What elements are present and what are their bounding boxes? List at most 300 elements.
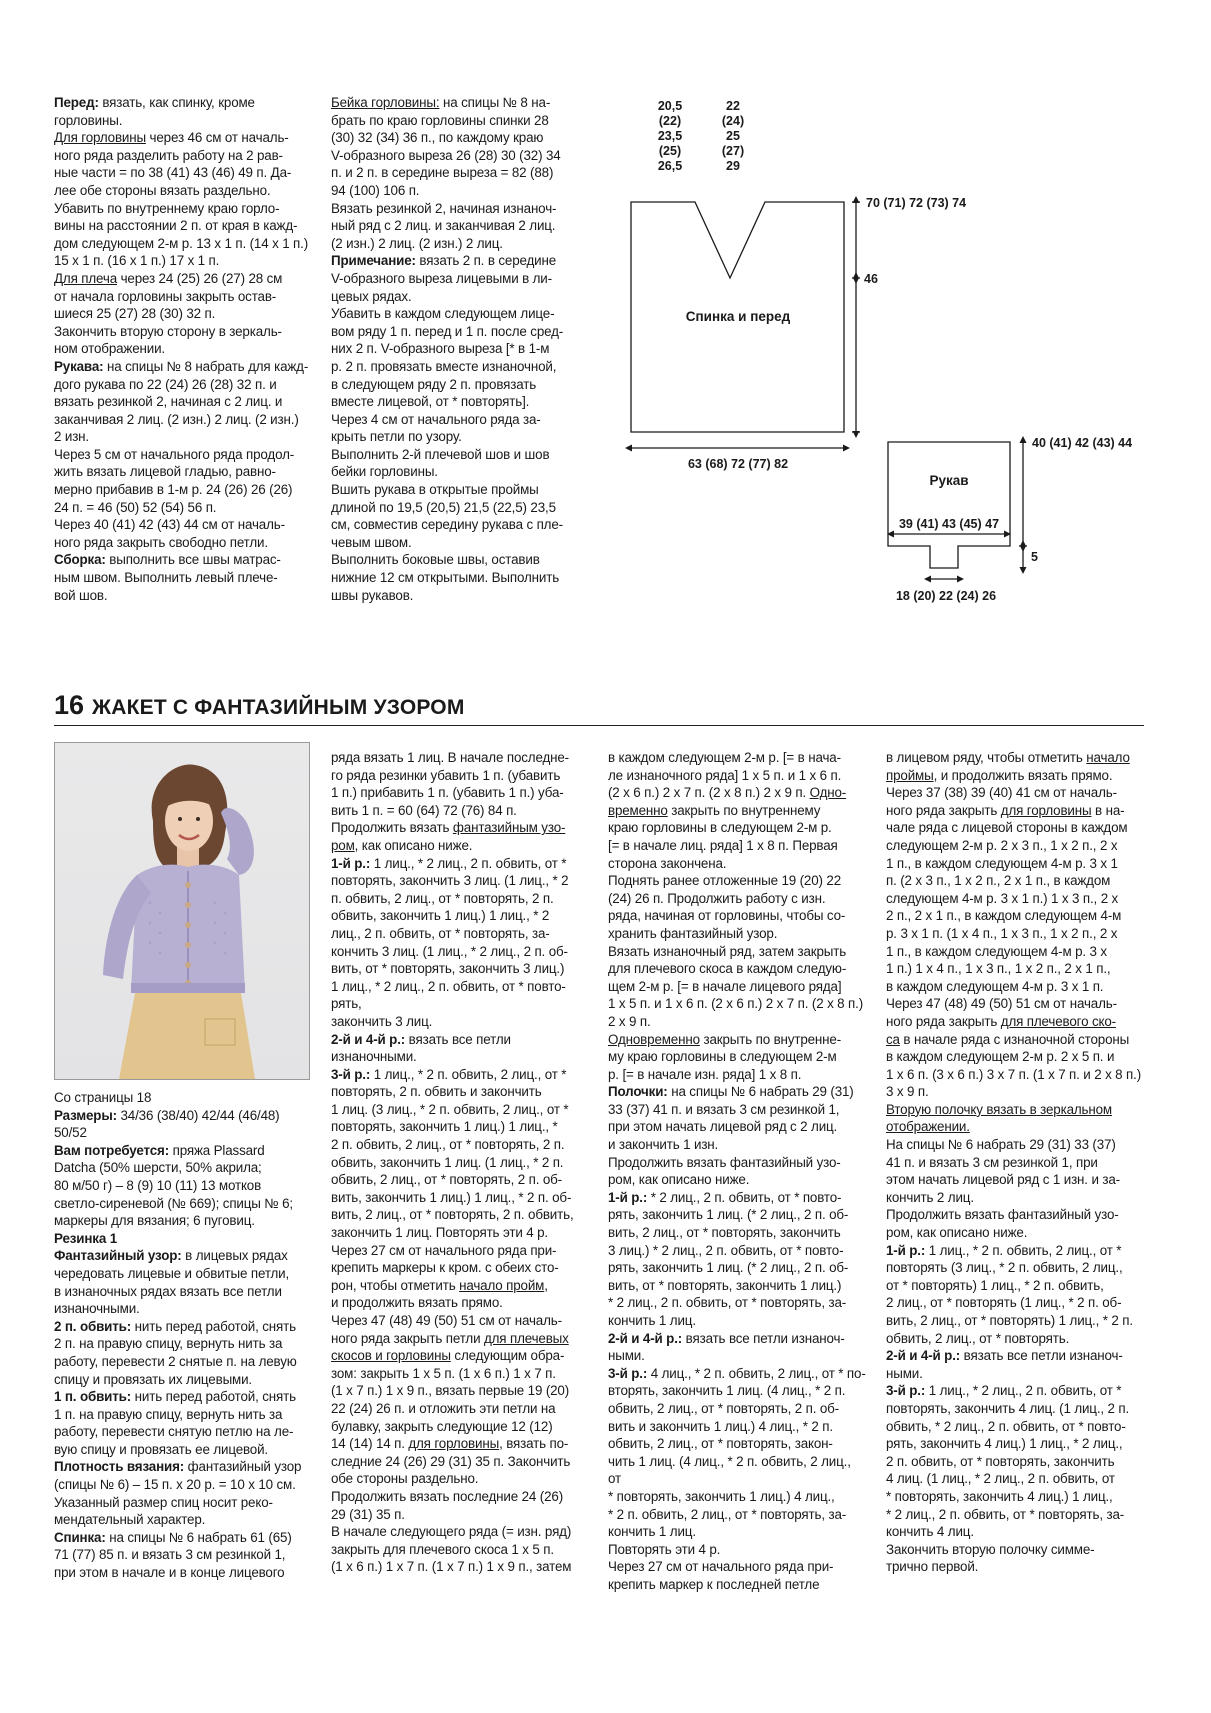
text-run: вом ряду 1 п. перед и 1 п. после сред-: [331, 323, 564, 339]
text-run: Одновременно: [608, 1031, 700, 1047]
text-run: 22 (24) 26 п. и отложить эти петли на: [331, 1400, 556, 1416]
text-line: [54, 393, 312, 411]
text-run: Продолжить вязать фантазийный узо-: [886, 1207, 1119, 1223]
text-line: [608, 907, 866, 925]
text-line: [886, 1347, 1142, 1365]
text-column-back: [331, 749, 587, 1576]
text-line: [331, 147, 588, 165]
text-run: вторять, закончить 1 лиц. (4 лиц., * 2 п.: [608, 1383, 846, 1399]
body-width-label: 63 (68) 72 (77) 82: [687, 457, 789, 471]
text-run: 33 (37) 41 п. и вязать 3 см резинкой 1,: [608, 1101, 840, 1117]
text-line: [331, 1558, 587, 1576]
text-run: цевых рядах.: [331, 288, 412, 304]
text-run: п. и 2 п. в середине выреза = 82 (88): [331, 165, 554, 181]
text-line: [331, 428, 588, 446]
text-run: ного ряда закрыть: [886, 802, 1001, 818]
text-line: [886, 1418, 1142, 1436]
text-run: закрыть по внутренне-: [699, 1031, 842, 1047]
text-line: [331, 534, 588, 552]
text-run: повторять, закончить 1 лиц.) 1 лиц., *: [331, 1119, 558, 1135]
text-run: Поднять ранее отложенные 19 (20) 22: [608, 873, 842, 889]
text-line: [886, 1488, 1142, 1506]
text-run: * повторять, закончить 4 лиц.) 1 лиц.,: [886, 1488, 1113, 1504]
text-run: ром: [331, 837, 355, 853]
text-run: 1 х 6 п. (3 х 6 п.) 3 х 7 п. (1 х 7 п. и 2 х 8 п.): [886, 1066, 1142, 1082]
text-run: крепить маркеры к кром. с обеих сто-: [331, 1260, 559, 1276]
text-run: ного ряда разделить работу на 2 рав-: [54, 147, 283, 163]
neck-right-1: (24): [721, 114, 745, 128]
text-line: [54, 112, 312, 130]
text-run: жить вязать лицевой гладью, равно-: [54, 464, 276, 480]
text-run: 2 п., 2 х 1 п., в каждом следующем 4-м: [886, 908, 1122, 924]
text-line: [608, 1400, 866, 1418]
text-run: чевым швом.: [331, 534, 412, 550]
text-run: * повторять, закончить 1 лиц.) 4 лиц.,: [608, 1488, 835, 1504]
text-run: через 24 (25) 26 (27) 28 см: [117, 270, 283, 286]
text-run: проймы: [886, 767, 934, 783]
text-run: горловины.: [54, 112, 123, 128]
text-line: [54, 481, 312, 499]
text-line: [331, 1365, 587, 1383]
text-line: [331, 323, 588, 341]
text-line: [54, 1546, 310, 1564]
text-line: [608, 1330, 866, 1348]
sleeve-width-label: 39 (41) 43 (45) 47: [898, 517, 1000, 531]
text-line: [331, 1488, 587, 1506]
neck-depth-label: 46: [864, 272, 878, 286]
text-run: * 2 лиц., 2 п. обвить, от * повторять, за-: [608, 1295, 847, 1311]
text-run: спицу и провязать их лицевыми.: [54, 1371, 252, 1387]
text-run: бейки горловины.: [331, 464, 438, 480]
text-run: ном отображении.: [54, 341, 165, 357]
text-line: [608, 925, 866, 943]
text-line: [331, 925, 587, 943]
text-line: [331, 587, 588, 605]
text-run: нить перед работой, снять: [131, 1389, 296, 1405]
text-line: [331, 270, 588, 288]
text-run: лее обе стороны вязать раздельно.: [54, 182, 271, 198]
text-run: 4 лиц. (1 лиц., * 2 лиц., 2 п. обвить, от: [886, 1471, 1115, 1487]
text-run: в начале ряда с изнаночной стороны: [899, 1031, 1130, 1047]
text-line: [331, 837, 587, 855]
text-run: 1 лиц., * 2 лиц., 2 п. обвить, от *: [925, 1383, 1122, 1399]
text-run: брать по краю горловины спинки 28: [331, 112, 549, 128]
text-line: [331, 569, 588, 587]
text-run: от * повторять) 1 лиц., * 2 п. обвить,: [886, 1277, 1104, 1293]
text-line: [54, 1142, 310, 1160]
text-run: дого рукава по 22 (24) 26 (28) 32 п. и: [54, 376, 277, 392]
text-run: в лицевых рядах: [181, 1248, 288, 1264]
text-line: [608, 1083, 866, 1101]
text-run: щем 2-м р. [= в начале лицевого ряда]: [608, 978, 842, 994]
text-run: изнаночными.: [54, 1301, 140, 1317]
text-run: 41 п. и вязать 3 см резинкой 1, при: [886, 1154, 1098, 1170]
text-run: обе стороны раздельно.: [331, 1471, 479, 1487]
text-run: от начала горловины закрыть остав-: [54, 288, 277, 304]
text-run: (спицы № 6) – 15 п. х 20 р. = 10 х 10 см.: [54, 1477, 296, 1493]
neck-left-3: (25): [658, 144, 682, 158]
text-line: [331, 1294, 587, 1312]
text-line: [331, 819, 587, 837]
text-run: Одно-: [809, 785, 847, 801]
text-run: работу, перевести 2 снятые п. на левую: [54, 1353, 297, 1369]
height-total-label: 70 (71) 72 (73) 74: [866, 196, 967, 210]
text-run: в каждом следующем 4-м р. 3 х 1 п.: [886, 978, 1104, 994]
text-line: [608, 784, 866, 802]
text-line: [608, 1013, 866, 1031]
text-run: 2 п. обвить, от * повторять, закончить: [886, 1453, 1115, 1469]
text-line: [331, 252, 588, 270]
text-run: (1 х 7 п.) 1 х 9 п., вязать первые 19 (20): [331, 1383, 570, 1399]
sleeve-outline: [888, 442, 1010, 568]
text-run: Закончить вторую сторону в зеркаль-: [54, 323, 282, 339]
text-run: ряда вязать 1 лиц. В начале последне-: [331, 750, 569, 765]
text-run: п. (2 х 3 п., 1 х 2 п., 2 х 1 п., в каждом: [886, 873, 1111, 889]
text-column-front-sleeves: [54, 94, 312, 604]
text-line: [886, 1154, 1142, 1172]
text-line: [331, 1400, 587, 1418]
text-run: вязать все петли: [405, 1031, 511, 1047]
cuff-height-label: 5: [1031, 550, 1038, 564]
text-line: [886, 819, 1142, 837]
text-run: ным швом. Выполнить левый плече-: [54, 570, 278, 586]
text-line: [608, 1154, 866, 1172]
text-line: [54, 1177, 310, 1195]
text-run: (2 х 6 п.) 2 х 7 п. (2 х 8 п.) 2 х 9 п.: [608, 785, 810, 801]
text-run: Примечание:: [331, 253, 416, 269]
text-run: 1-й р.:: [886, 1242, 926, 1258]
text-line: [331, 1224, 587, 1242]
text-run: 71 (77) 85 п. и вязать 3 см резинкой 1,: [54, 1547, 286, 1563]
text-run: вязать 2 п. в середине: [415, 253, 557, 269]
text-run: начало: [1086, 750, 1130, 765]
text-line: [886, 907, 1142, 925]
text-column-second-front: [886, 749, 1142, 1576]
text-line: [331, 855, 587, 873]
text-line: [54, 1159, 310, 1177]
text-line: [54, 1511, 310, 1529]
text-line: [608, 1101, 866, 1119]
text-run: ный ряд с 2 лиц. и заканчивая 2 лиц.: [331, 218, 556, 234]
text-run: Выполнить 2-й плечевой шов и шов: [331, 446, 550, 462]
text-run: Вязать изнаночный ряд, затем закрыть: [608, 943, 847, 959]
text-line: [608, 1523, 866, 1541]
text-run: , как описано ниже.: [354, 837, 473, 853]
text-run: кончить 3 лиц. (1 лиц., * 2 лиц., 2 п. об-: [331, 943, 568, 959]
text-line: [54, 1300, 310, 1318]
text-run: краю горловины в следующем 2-м р.: [608, 820, 832, 836]
text-line: [608, 1453, 866, 1488]
text-run: обвить, 2 лиц., от * повторять, закон-: [608, 1436, 833, 1452]
text-line: [331, 340, 588, 358]
text-run: 2-й и 4-й р.:: [886, 1348, 961, 1364]
text-run: на спицы № 6 набрать 61 (65): [105, 1529, 292, 1545]
text-run: повторять, 2 п. обвить и закончить: [331, 1084, 542, 1100]
text-run: Плотность вязания:: [54, 1459, 185, 1475]
text-run: мерно прибавив в 1-м р. 24 (26) 26 (26): [54, 482, 293, 498]
text-line: [331, 551, 588, 569]
text-line: [331, 1189, 587, 1207]
text-run: Через 5 см от начального ряда продол-: [54, 446, 295, 462]
text-run: 2 п. на правую спицу, вернуть нить за: [54, 1336, 283, 1352]
text-line: [886, 1259, 1142, 1277]
text-run: швы рукавов.: [331, 587, 414, 603]
text-line: [886, 978, 1142, 996]
text-line: [608, 837, 866, 855]
text-line: [608, 1576, 866, 1594]
section-title: ЖАКЕТ С ФАНТАЗИЙНЫМ УЗОРОМ: [92, 696, 465, 719]
text-run: (2 изн.) 2 лиц. (2 изн.) 2 лиц.: [331, 235, 503, 251]
text-line: [331, 1101, 587, 1119]
text-line: [886, 1330, 1142, 1348]
text-run: на спицы № 8 набрать для кажд-: [103, 358, 309, 374]
text-line: [886, 1242, 1142, 1260]
text-run: Бейка горловины:: [331, 95, 440, 110]
text-run: вить, закончить 1 лиц.) 1 лиц., * 2 п. об-: [331, 1189, 572, 1205]
text-line: [54, 270, 312, 288]
text-line: [331, 446, 588, 464]
neck-left-labels: [658, 99, 682, 173]
text-line: [331, 499, 588, 517]
text-line: [331, 1031, 587, 1049]
text-line: [54, 1124, 310, 1142]
text-line: [331, 1136, 587, 1154]
text-run: р. 3 х 1 п. (1 х 4 п., 1 х 3 п., 1 х 2 п., 2 х: [886, 925, 1118, 941]
text-run: в следующем ряду 2 п. провязать: [331, 376, 537, 392]
text-run: , и продолжить вязать прямо.: [933, 767, 1113, 783]
text-line: [54, 446, 312, 464]
text-run: закрыть по внутреннему: [667, 802, 821, 818]
text-line: [331, 890, 587, 908]
text-line: [608, 1066, 866, 1084]
text-run: 3-й р.:: [886, 1383, 926, 1399]
text-run: в каждом следующем 2-м р. 2 х 5 п. и: [886, 1049, 1115, 1065]
text-line: [608, 1259, 866, 1277]
text-run: р. 2 п. провязать вместе изнаночной,: [331, 358, 557, 374]
text-run: 2-й и 4-й р.:: [608, 1330, 683, 1346]
text-run: Через 40 (41) 42 (43) 44 см от началь-: [54, 517, 285, 533]
text-line: [331, 200, 588, 218]
text-line: [608, 978, 866, 996]
text-run: го ряда резинки убавить 1 п. (убавить: [331, 767, 561, 783]
text-run: закончить 3 лиц.: [331, 1013, 433, 1029]
text-run: 1-й р.:: [608, 1189, 648, 1205]
text-line: [331, 358, 588, 376]
text-run: 1 лиц., * 2 лиц., 2 п. обвить, от *: [370, 855, 567, 871]
text-run: этом начать лицевой ряд с 1 изн. и за-: [886, 1172, 1120, 1188]
text-run: вить, 2 лиц., от * повторять, 2 п. обвить,: [331, 1207, 574, 1223]
text-run: му краю горловины в следующем 2-м: [608, 1049, 837, 1065]
text-run: 1 п.) 1 х 4 п., 1 х 3 п., 1 х 2 п., 2 х 1 п.,: [886, 961, 1111, 977]
text-line: [54, 1089, 310, 1107]
text-run: 3-й р.:: [608, 1365, 648, 1381]
text-run: Вторую полочку вязать в зеркальном: [886, 1101, 1112, 1117]
text-line: [331, 943, 587, 961]
text-run: вить, от * повторять, закончить 3 лиц.): [331, 961, 565, 977]
text-line: [331, 1154, 587, 1172]
text-line: [331, 376, 588, 394]
text-run: на спицы № 6 набрать 29 (31): [667, 1084, 854, 1100]
text-run: р. [= в начале изн. ряда] 1 х 8 п.: [608, 1066, 802, 1082]
text-run: маркеры для вязания; 6 пуговиц.: [54, 1213, 255, 1229]
text-run: обвить, 2 лиц., от * повторять.: [886, 1330, 1070, 1346]
text-line: [54, 305, 312, 323]
text-line: [54, 252, 312, 270]
text-run: обвить, 2 лиц., от * повторять, 2 п. об-: [608, 1400, 839, 1416]
text-line: [331, 960, 587, 978]
text-line: [608, 1435, 866, 1453]
text-line: [331, 164, 588, 182]
text-line: [608, 1242, 866, 1260]
text-line: [54, 411, 312, 429]
text-run: скосов и горловины: [331, 1348, 451, 1364]
text-line: [54, 94, 312, 112]
text-line: [54, 164, 312, 182]
text-run: 3-й р.:: [331, 1066, 371, 1082]
text-line: [886, 837, 1142, 855]
text-line: [331, 1312, 587, 1330]
text-line: [886, 1031, 1142, 1049]
text-run: ле изнаночного ряда] 1 х 5 п. и 1 х 6 п.: [608, 767, 842, 783]
text-run: отображении.: [886, 1119, 970, 1135]
text-run: 1 лиц., * 2 п. обвить, 2 лиц., от *: [925, 1242, 1122, 1258]
text-run: 3 х 9 п.: [886, 1084, 929, 1100]
text-run: ные части = по 38 (41) 43 (46) 49 п. Да-: [54, 165, 292, 181]
text-run: 80 м/50 г) – 8 (9) 10 (11) 13 мотков: [54, 1177, 262, 1193]
text-line: [54, 1318, 310, 1336]
pattern-schematic: [600, 92, 1160, 632]
text-line: [331, 288, 588, 306]
text-line: [331, 1259, 587, 1277]
text-run: 2 п. обвить:: [54, 1318, 132, 1334]
text-run: Вшить рукава в открытые проймы: [331, 482, 539, 498]
text-line: [608, 1347, 866, 1365]
text-line: [54, 1283, 310, 1301]
text-run: дом следующем 2-м р. 13 х 1 п. (14 х 1 п.): [54, 235, 309, 251]
text-run: (24) 26 п. Продолжить работу с изн.: [608, 890, 826, 906]
text-line: [886, 1470, 1142, 1488]
text-line: [54, 587, 312, 605]
text-run: 34/36 (38/40) 42/44 (46/48): [116, 1107, 280, 1123]
text-run: длиной по 19,5 (20,5) 21,5 (22,5) 23,5: [331, 499, 556, 515]
text-line: [331, 907, 587, 925]
text-line: [886, 925, 1142, 943]
model-photo: [54, 742, 310, 1080]
sleeve-label: Рукав: [929, 473, 969, 488]
text-line: [886, 1382, 1142, 1400]
text-run: рять,: [331, 996, 362, 1012]
text-line: [886, 1541, 1142, 1559]
text-run: 94 (100) 106 п.: [331, 182, 420, 198]
section-number: 16: [54, 690, 85, 720]
text-line: [331, 1541, 587, 1559]
text-line: [608, 1171, 866, 1189]
text-line: [54, 1371, 310, 1389]
text-run: нижние 12 см открытыми. Выполнить: [331, 570, 560, 586]
text-line: [608, 1206, 866, 1224]
text-line: [331, 112, 588, 130]
neck-right-3: (27): [721, 144, 745, 158]
text-run: обвить, * 2 лиц., 2 п. обвить, от * повто-: [886, 1418, 1126, 1434]
text-run: 1 х 5 п. и 1 х 6 п. (2 х 6 п.) 2 х 7 п. (2 х 8 п.): [608, 996, 864, 1012]
text-line: [331, 1435, 587, 1453]
text-run: в лицевом ряду, чтобы отметить: [886, 750, 1087, 765]
text-run: 2 лиц., от * повторять (1 лиц., * 2 п. об-: [886, 1295, 1122, 1311]
text-run: п. обвить, 2 лиц., от * повторять, 2 п.: [331, 890, 554, 906]
text-run: Продолжить вязать: [331, 820, 453, 836]
text-line: [608, 943, 866, 961]
text-line: [608, 872, 866, 890]
text-line: [331, 129, 588, 147]
text-run: * 2 лиц., 2 п. обвить, от * повто-: [647, 1189, 842, 1205]
text-run: Размеры:: [54, 1107, 117, 1123]
text-run: Через 47 (48) 49 (50) 51 см от началь-: [331, 1313, 562, 1328]
text-run: чале ряда с лицевой стороны в каждом: [886, 820, 1128, 836]
text-line: [608, 1488, 866, 1506]
text-run: ного ряда закрыть свободно петли.: [54, 534, 268, 550]
text-run: * 2 лиц., 2 п. обвить, от * повторять, за-: [886, 1506, 1125, 1522]
text-run: 4 лиц., * 2 п. обвить, 2 лиц., от * по-: [647, 1365, 866, 1381]
text-run: через 46 см от началь-: [145, 130, 289, 146]
text-run: крепить маркер к последней петле: [608, 1576, 820, 1592]
text-run: 1-й р.:: [331, 855, 371, 871]
text-run: вязать, как спинку, кроме: [98, 95, 255, 110]
text-line: [608, 1418, 866, 1436]
text-line: [331, 94, 588, 112]
text-run: ного ряда закрыть: [886, 1013, 1001, 1029]
text-run: лиц., 2 п. обвить, от * повторять, за-: [331, 925, 550, 941]
text-run: повторять (3 лиц., * 2 п. обвить, 2 лиц.,: [886, 1260, 1123, 1276]
text-run: для плечевого скоса в каждом следую-: [608, 961, 847, 977]
text-run: ными.: [608, 1348, 645, 1364]
text-line: [608, 890, 866, 908]
text-line: [331, 1382, 587, 1400]
text-line: [331, 1013, 587, 1031]
text-run: Перед:: [54, 95, 99, 110]
text-run: ного ряда закрыть петли: [331, 1330, 484, 1346]
neck-right-labels: [722, 99, 744, 173]
neck-left-4: 26,5: [657, 159, 683, 173]
text-line: [331, 235, 588, 253]
text-run: рять, закончить 1 лиц. (* 2 лиц., 2 п. об-: [608, 1260, 849, 1276]
text-line: [54, 200, 312, 218]
text-line: [331, 1048, 587, 1066]
text-line: [608, 1365, 866, 1383]
text-run: нить перед работой, снять: [131, 1318, 296, 1334]
text-line: [886, 1136, 1142, 1154]
text-line: [331, 1118, 587, 1136]
text-line: [331, 516, 588, 534]
text-line: [886, 1013, 1142, 1031]
text-run: закончить 1 лиц. Повторять эти 4 р.: [331, 1225, 548, 1241]
text-run: вить, 2 лиц., от * повторять, закончить: [608, 1225, 841, 1241]
text-run: Через 47 (48) 49 (50) 51 см от началь-: [886, 996, 1117, 1012]
text-line: [886, 1048, 1142, 1066]
text-run: Сборка:: [54, 552, 106, 568]
text-run: рять, закончить 1 лиц. (* 2 лиц., 2 п. об-: [608, 1207, 849, 1223]
text-run: 29 (31) 35 п.: [331, 1506, 405, 1522]
text-line: [331, 872, 587, 890]
text-run: 1 п., в каждом следующем 4-м р. 3 х 1: [886, 855, 1118, 871]
text-run: Через 37 (38) 39 (40) 41 см от началь-: [886, 785, 1117, 801]
text-line: [886, 995, 1142, 1013]
text-run: вязать все петли изнаноч-: [960, 1348, 1123, 1364]
text-run: Указанный размер спиц носит реко-: [54, 1494, 273, 1510]
text-line: [608, 1294, 866, 1312]
text-run: для плечевого ско-: [1000, 1013, 1116, 1029]
text-run: вить, 2 лиц., от * повторять) 1 лиц., * 2 п.: [886, 1313, 1133, 1328]
text-line: [331, 1206, 587, 1224]
